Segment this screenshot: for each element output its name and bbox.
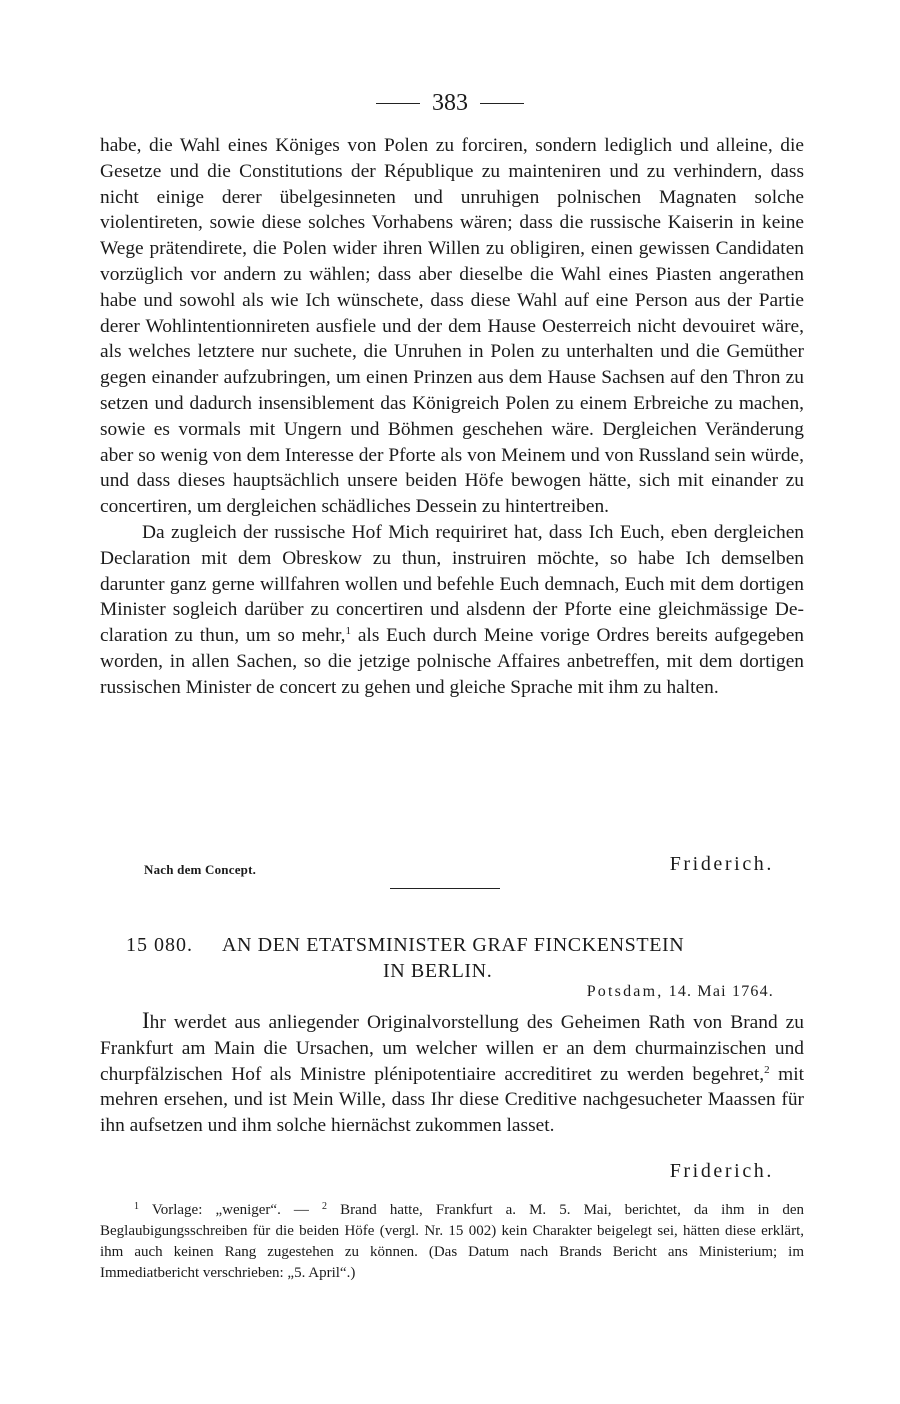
paragraph-text: mit mehren ersehen, und ist Mein Wille, dass Ihr diese Creditive nachgesucheter Maassen für ihn aufsetzen und ihm solche hiernächst zukommen lasset. (100, 1063, 804, 1137)
letter1-paragraph (100, 520, 804, 701)
page-header (0, 86, 900, 120)
dateline-date: 14. Mai 1764. (668, 983, 774, 1000)
letter1-paragraph: habe, die Wahl eines Königes von Polen zu forciren, sondern lediglich und alleine, die Gesetze und die Constitutions der République zu mainteniren und zu verhindern, dass nicht einige derer übelgesinneten und unruhigen polnischen Magnaten solche violentireten, sowie diese solches Vorhabens wären; dass die russische Kaiserin in keine Wege prätendirete, die Polen wider ihren Willen zu obligiren, einen gewissen Candidaten vorzüglich vor andern zu wählen; dass aber dieselbe die Wahl eines Piasten angerathen habe und sowohl als wie Ich wünschete, dass diese Wahl auf eine Person aus der Partie derer Wohlintentionnireten ausfiele und der dem Hause Oesterreich nicht devouiret wäre, als welches letztere nur suchete, die Unruhen in Polen zu unterhalten und die Gemüther gegen einander aufzubringen, um einen Prinzen aus dem Hause Sachsen auf den Thron zu setzen und dadurch insensiblement das Königreich Polen zu einem Erbreiche zu machen, sowie es vormals mit Ungern und Böhmen geschehen wäre. Dergleichen Veränderung aber so wenig von dem Interesse der Pforte als von Meinem und von Russland sein würde, und dass dieses hauptsächlich unsere beiden Höfe bewogen hätte, sich mit einander zu concertiren, um dergleichen schädliches Dessein zu hintertreiben. (100, 135, 804, 518)
letter2-paragraph (100, 1008, 804, 1139)
section-divider (390, 888, 500, 889)
addressee-location: IN BERLIN. (383, 960, 493, 982)
document-number: 15 080. (126, 934, 193, 956)
header-rule-right (480, 103, 524, 104)
footnotes (100, 1200, 804, 1284)
paragraph-text: als Euch durch Meine vorige Ordres bereits aufgegeben worden, in allen Sachen, so die jetzige polnische Affaires anbetreffen, mit dem dortigen russischen Minister de concert zu gehen und gleiche Sprache mit ihm zu halten. (100, 625, 804, 698)
paragraph-text: Da zugleich der russische Hof Mich requiriret hat, dass Ich Euch, eben dergleichen Declaration mit dem Obreskow zu thun, instruiren möchte, so habe Ich demselben darunter ganz gerne willfahren wollen und befehle Euch demnach, Euch mit dem dortigen Minister sogleich darüber zu concertiren und alsdenn der Pforte eine gleichmässige Declaration zu thun, um so mehr, (100, 521, 804, 647)
footnote (100, 1200, 804, 1284)
addressee-line: AN DEN ETATSMINISTER GRAF FINCKENSTEIN (222, 934, 685, 956)
footnote-text: Vorlage: „weniger“. — (151, 1202, 323, 1218)
initial-letter: I (142, 1008, 150, 1033)
signature: Friderich. (669, 1160, 774, 1182)
signature: Friderich. (669, 853, 774, 875)
footnote-reference: 2 (764, 1063, 770, 1076)
footnote-text: Brand hatte, Frankfurt a. M. 5. Mai, berichtet, da ihm in den Beglaubigungsschreiben für die beiden Höfe (vergl. Nr. 15 002) kein Charakter beigelegt sei, hätten diese erklärt, ihm auch keinen Rang zugestehen zu können. (Das Datum nach Brands Bericht ans Ministerium; im Immediatbericht verschrieben: „5. April“.) (100, 1202, 804, 1281)
footnote-mark: 2 (322, 1201, 328, 1212)
letter-body (100, 1008, 804, 1139)
letter-continuation (100, 133, 804, 701)
footnote-reference: 1 (345, 625, 351, 638)
page-number: 383 (432, 89, 468, 116)
dateline (587, 983, 774, 1001)
source-note: Nach dem Concept. (144, 862, 257, 877)
paragraph-text: hr werdet aus anliegender Originalvorstellung des Geheimen Rath von Brand zu Frankfurt am Main die Ursachen, um welcher willen er an dem churmainzischen und churpfälzischen Hof als Ministre plénipotentiaire accreditiret zu werden begehret, (100, 1012, 804, 1085)
footnote-mark: 1 (134, 1201, 139, 1212)
header-rule-left (376, 103, 420, 104)
dateline-place: Potsdam, (586, 983, 664, 1000)
